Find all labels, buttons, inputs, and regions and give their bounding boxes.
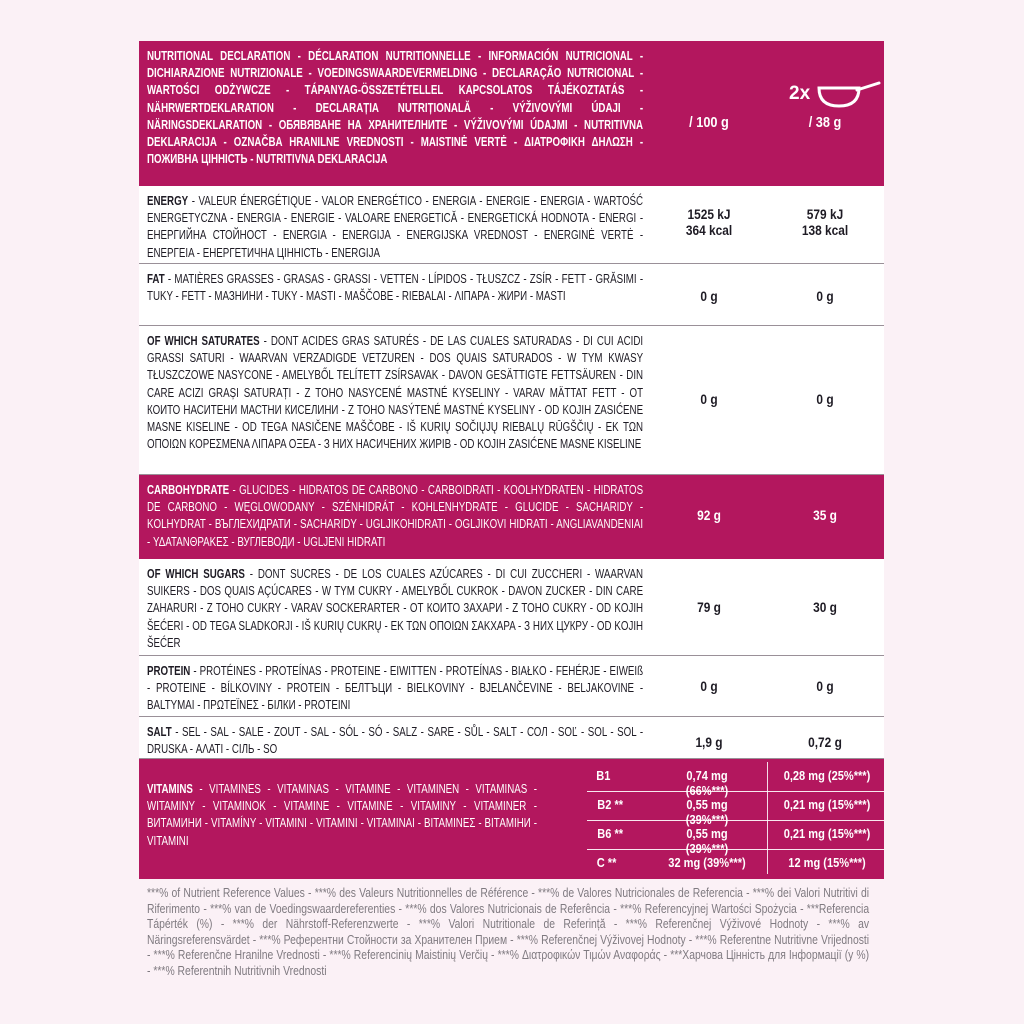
carbohydrate-100g: 92 g	[697, 507, 721, 523]
vitamin-c-name: C **	[596, 855, 617, 870]
fat-label: FAT - MATIÈRES GRASSES - GRASAS - GRASSI - VETTEN - LÍPIDOS - TŁUSZCZ - ZSÍR - FETT - GRĂSIMI - TUKY - FETT - МАЗНИНИ - TUKY - MASTI - MAŠČOBE - RIEBALAI - ΛΙΠΑΡΑ - ЖИРИ - MASTI	[147, 272, 644, 304]
protein-row	[139, 656, 884, 717]
vitamin-b6-name: B6 **	[597, 826, 624, 841]
energy-100g: 1525 kJ 364 kcal	[685, 206, 733, 238]
sugars-row	[139, 559, 884, 656]
column-100g-label: / 100 g	[689, 114, 729, 131]
sugars-label: OF WHICH SUGARS - DONT SUCRES - DE LOS CUALES AZÚCARES - DI CUI ZUCCHERI - WAARVAN SUIKERS - DOS QUAIS AÇÚCARES - W TYM CUKRY - AMELYBŐL CUKROK - DAVON ZUCKER - DIN CARE ZAHARURI - Z TOHO CUKRY - VARAV SOCKERARTER - ОТ КОИТО ЗАХАРИ - Z TOHO CUKRY - OD KOJIH ŠEĆERI - OD TEGA SLADKORJI - IŠ KURIŲ CUKRŲ - ΕΚ ΤΩΝ ΟΠΟΙΩΝ ΣΑΚΧΑΡΑ - З НИХ ЦУКРУ - OD KOJIH ŠEĆER	[147, 567, 644, 650]
vitamin-b6-100g: 0,55 mg (39%***)	[685, 826, 729, 856]
vitamin-c-100g: 32 mg (39%***)	[668, 855, 746, 870]
column-38g-label: / 38 g	[808, 114, 842, 131]
vitamin-b1-100g: 0,74 mg (66%***)	[685, 768, 729, 798]
salt-100g: 1,9 g	[695, 734, 723, 750]
fat-100g: 0 g	[700, 288, 718, 304]
vitamin-b2-row	[587, 791, 884, 827]
vitamin-b6-38g: 0,21 mg (15%***)	[783, 826, 871, 841]
protein-100g: 0 g	[700, 678, 718, 694]
carbohydrate-38g: 35 g	[813, 507, 837, 523]
saturates-38g: 0 g	[816, 391, 834, 407]
vitamin-b1-38g: 0,28 mg (25%***)	[783, 768, 871, 783]
header-row	[139, 41, 884, 186]
carbohydrate-row	[139, 475, 884, 559]
salt-label: SALT - SEL - SAL - SALE - ZOUT - SAL - SÓL - SÓ - SALZ - SARE - SŮL - SALT - СОЛ - SOĽ - SOL - SOL - DRUSKA - ΑΛΑΤΙ - СІЛЬ - SO	[147, 725, 644, 757]
carbohydrate-label: CARBOHYDRATE - GLUCIDES - HIDRATOS DE CARBONO - CARBOIDRATI - KOOLHYDRATEN - HIDRATOS DE CARBONO - WĘGLOWODANY - SZÉNHIDRÁT - KOHLENHYDRATE - GLUCIDE - SACHARIDY - KOLHYDRAT - ВЪГЛЕХИДРАТИ - SACHARIDY - UGLJIKOHIDRATI - OGLJIKOVI HIDRATI - ANGLIAVANDENIAI - ΥΔΑΤΑΝΘΡΑΚΕΣ - ВУГЛЕВОДИ - UGLJENI HIDRATI	[147, 483, 644, 549]
sugars-38g: 30 g	[813, 599, 837, 615]
vitamin-b2-100g: 0,55 mg (39%***)	[685, 797, 729, 827]
nutrition-table	[139, 41, 884, 879]
vitamins-label: VITAMINS - VITAMINES - VITAMINAS - VITAMINE - VITAMINEN - VITAMINAS - WITAMINY - VITAMINOK - VITAMINE - VITAMINE - VITAMINY - VITAMINER - ВИТАМИНИ - VITAMÍNY - VITAMINI - VITAMINI - VITAMINAI - ΒΙΤΑΜΙΝΕΣ - ВІТАМІНИ - VITAMINI	[147, 782, 537, 848]
header-title: NUTRITIONAL DECLARATION - DÉCLARATION NUTRITIONNELLE - INFORMACIÓN NUTRICIONAL - DICHIARAZIONE NUTRIZIONALE - VOEDINGSWAARDEVERMELDING - DECLARAÇÃO NUTRICIONAL - WARTOŚCI ODŻYWCZE - TÁPANYAG-ÖSSZETÉTELLEL KAPCSOLATOS TÁJÉKOZTATÁS - NÄHRWERTDEKLARATION - DECLARAȚIA NUTRIȚIONALĂ - VÝŽIVOVÝMI ÚDAJI - NÄRINGSDEKLARATION - ОБЯВЯВАНЕ НА ХРАНИТЕЛНИТЕ - VÝŽIVOVÝMI ÚDAJMI - NUTRITIVNA DEKLARACIJA - OZNAČBA HRANILNE VREDNOSTI - MAISTINĖ VERTĖ - ΔΙΑΤΡΟΦΙΚΗ ΔΗΛΩΣΗ - ПОЖИВНА ЦІННІСТЬ - NUTRITIVNA DEKLARACIJA	[147, 49, 644, 167]
saturates-row	[139, 326, 884, 475]
salt-38g: 0,72 g	[808, 734, 842, 750]
vitamin-b2-38g: 0,21 mg (15%***)	[783, 797, 871, 812]
reference-values-footnote: ***% of Nutrient Reference Values - ***% des Valeurs Nutritionnelles de Référence - ***% de Valores Nutricionales de Referencia - ***% dei Valori Nutritivi di Riferimento - ***% van de Voedingswaardereferenties - ***% dos Valores Nutricionais de Referência - ***% Referencyjnej Wartości Spożycia - ***Referencia Tápérték (%) - ***% der Nährstoff-Referenzwerte - ***% Valori Nutritionale de Referință - ***% Referenčnej Výživové Hodnoty - ***% av Näringsreferensvärdet - ***% Референтни Стойности за Хранителен Прием - ***% Referenčnej Výživovej Hodnoty - ***% Referentne Nutritivne Vrijednosti - ***% Referenčne Hranilne Vrednosti - ***% Referencinių Maistinių Verčių - ***% Διατροφικών Τιμών Αναφοράς - ***Харчова Цінність для Інформації (у %) - ***% Referentnih Nutritivnih Vrednosti	[147, 886, 870, 978]
vitamin-c-row	[587, 849, 884, 878]
vitamin-column-divider	[767, 762, 768, 874]
vitamin-b6-row	[587, 820, 884, 856]
protein-label: PROTEIN - PROTÉINES - PROTEÍNAS - PROTEINE - EIWITTEN - PROTEÍNAS - BIAŁKO - FEHÉRJE - EIWEIß - PROTEINE - BÍLKOVINY - PROTEIN - БЕЛТЪЦИ - BIELKOVINY - BJELANČEVINE - BELJAKOVINE - BALTYMAI - ΠΡΩΤΕΪΝΕΣ - БІЛКИ - PROTEINI	[147, 664, 644, 713]
saturates-100g: 0 g	[700, 391, 718, 407]
saturates-label: OF WHICH SATURATES - DONT ACIDES GRAS SATURÉS - DE LAS CUALES SATURADAS - DI CUI ACIDI GRASSI SATURI - WAARVAN VERZADIGDE VETZUREN - DOS QUAIS SATURADOS - W TYM KWASY TŁUSZCZOWE NASYCONE - AMELYBŐL TELÍTETT ZSÍRSAVAK - DAVON GESÄTTIGTE FETTSÄUREN - DIN CARE ACIZI GRAȘI SATURAȚI - Z TOHO NASYCENÉ MASTNÉ KYSELINY - VARAV MÄTTAT FETT - ОТ КОИТО НАСИТЕНИ МАСТНИ КИСЕЛИНИ - Z TOHO NASÝTENÉ MASTNÉ KYSELINY - OD KOJIH ZASIĆENE MASNE KISELINE - OD TEGA NASIČENE MAŠČOBE - IŠ KURIŲ SOČIŲJŲ RIEBALŲ RŪGŠČIŲ - ΕΚ ΤΩΝ ΟΠΟΙΩΝ ΚΟΡΕΣΜΕΝΑ ΛΙΠΑΡΑ ΟΞΕΑ - З НИХ НАСИЧЕНИХ ЖИРІВ - OD KOJIH ZASIĆENE MASNE KISELINE	[147, 334, 644, 452]
energy-row	[139, 186, 884, 264]
salt-row	[139, 717, 884, 759]
energy-label: ENERGY - VALEUR ÉNERGÉTIQUE - VALOR ENERGÉTICO - ENERGIA - ENERGIE - ENERGIA - WARTOŚĆ ENERGETYCZNA - ENERGIA - ENERGIE - VALOARE ENERGETICĂ - ENERGETICKÁ HODNOTA - ENERGI - ЕНЕРГИЙНА СТОЙНОСТ - ENERGIA - ENERGIJA - ENERGIJSKA VREDNOST - ENERGINĖ VERTĖ - ΕΝΕΡΓΕΙΑ - ЕНЕРГЕТИЧНА ЦІННІСТЬ - ENERGIJA	[147, 194, 644, 260]
vitamin-b2-name: B2 **	[597, 797, 624, 812]
vitamins-row	[139, 759, 884, 879]
vitamin-b1-name: B1	[596, 768, 611, 783]
vitamin-c-38g: 12 mg (15%***)	[788, 855, 866, 870]
sugars-100g: 79 g	[697, 599, 721, 615]
fat-38g: 0 g	[816, 288, 834, 304]
vitamin-b1-row	[587, 762, 884, 798]
fat-row	[139, 264, 884, 326]
energy-38g: 579 kJ 138 kcal	[801, 206, 849, 238]
protein-38g: 0 g	[816, 678, 834, 694]
scoop-count: 2x	[789, 83, 811, 104]
